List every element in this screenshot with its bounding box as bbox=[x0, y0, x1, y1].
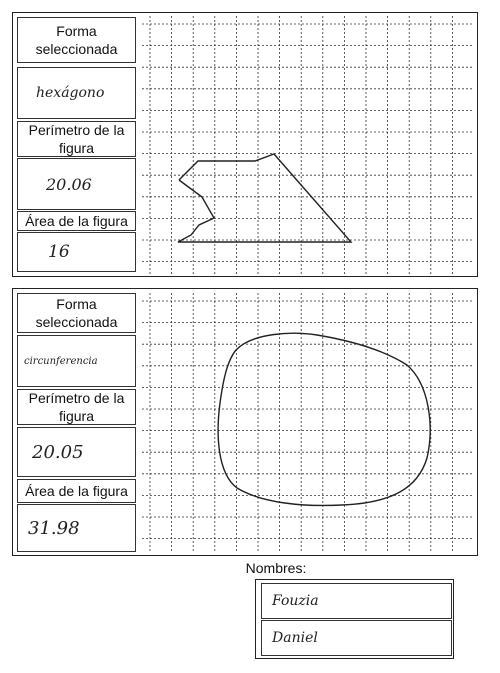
bottom-perimeter-value-text: 20.05 bbox=[32, 441, 84, 463]
bottom-area-value bbox=[17, 504, 136, 552]
bottom-area-label-text: Área de la figura bbox=[25, 483, 128, 499]
circle-drawing bbox=[218, 333, 430, 505]
bottom-area-label bbox=[17, 479, 136, 503]
hexagon-drawing bbox=[178, 154, 351, 242]
top-shape-value-text: hexágono bbox=[36, 85, 105, 101]
top-shape-label-text: Forma seleccionada bbox=[35, 23, 118, 57]
name-entry-2 bbox=[261, 620, 452, 656]
top-perimeter-value bbox=[17, 158, 136, 210]
bottom-perimeter-label bbox=[17, 389, 136, 425]
bottom-drawing-grid bbox=[142, 293, 474, 553]
top-area-label bbox=[17, 211, 136, 231]
top-perimeter-label bbox=[17, 121, 136, 157]
names-title: Nombres: bbox=[245, 560, 307, 576]
top-perimeter-label-text: Perímetro de la figura bbox=[28, 122, 125, 156]
bottom-grid-svg bbox=[142, 293, 474, 553]
top-perimeter-value-text: 20.06 bbox=[46, 174, 92, 194]
top-drawing-grid bbox=[142, 16, 474, 274]
bottom-perimeter-value bbox=[17, 427, 136, 477]
top-shape-label bbox=[17, 17, 136, 63]
bottom-shape-label bbox=[17, 293, 136, 333]
bottom-shape-value bbox=[17, 335, 136, 387]
top-area-value bbox=[17, 232, 136, 272]
top-grid-lines bbox=[142, 16, 474, 274]
top-grid-svg bbox=[142, 16, 474, 274]
bottom-worksheet-card bbox=[12, 288, 478, 556]
top-shape-value bbox=[17, 67, 136, 119]
top-area-label-text: Área de la figura bbox=[25, 213, 128, 229]
name-entry-1-text: Fouzia bbox=[272, 593, 319, 609]
bottom-shape-label-text: Forma seleccionada bbox=[35, 296, 118, 330]
top-worksheet-card bbox=[12, 12, 478, 277]
top-info-column bbox=[13, 13, 136, 276]
bottom-perimeter-label-text: Perímetro de la figura bbox=[28, 390, 125, 424]
bottom-shape-value-text: circunferencia bbox=[24, 355, 98, 367]
name-entry-2-text: Daniel bbox=[272, 630, 318, 646]
bottom-grid-lines bbox=[142, 293, 474, 553]
name-entry-1 bbox=[261, 583, 452, 619]
bottom-area-value-text: 31.98 bbox=[28, 517, 80, 539]
bottom-info-column bbox=[13, 289, 136, 555]
top-area-value-text: 16 bbox=[48, 242, 70, 262]
